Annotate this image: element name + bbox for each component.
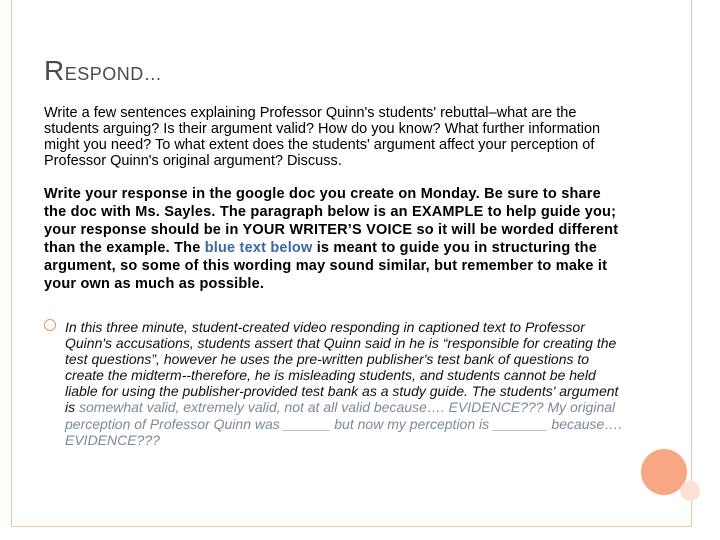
title-rest: ESPOND <box>64 64 144 84</box>
title-ellipsis: … <box>143 64 163 84</box>
title-first-letter: R <box>44 55 65 86</box>
blue-text-reference: blue text below <box>204 240 313 256</box>
example-guide-text: somewhat valid, extremely valid, not at all valid because…. EVIDENCE??? My original perception of Professor Quinn was ______ but now my perception is _______ because…. EVIDENCE??? <box>65 399 623 448</box>
instructions-paragraph: Write a few sentences explaining Professor Quinn's students' rebuttal–what are the students arguing? Is their argument valid? How do you know? What further information might you need? To what extent does the students' argument affect your perception of Professor Quinn's original argument? Discuss. <box>44 105 601 169</box>
slide-title <box>44 55 162 87</box>
bullet-circle-icon <box>44 319 56 331</box>
example-text: In this three minute, student-created video responding in captioned text to Professor Quinn's accusations, students assert that Quinn said in he is “responsible for creating the test questions”, however he uses the pre-written publisher's test bank of questions to create the midterm--therefore, he is misleading students, and students cannot be held liable for using the publisher-provided test bank as a study guide. The students' argument is <box>65 319 619 416</box>
response-instructions-part1: Write your response in the google doc you create on Monday. Be sure to share the doc with Ms. Sayles. The paragraph below is an EXAMPLE to help guide you; your response should be in YOUR WRITER’S VOICE so it will be worded different than the example. The <box>44 186 619 256</box>
response-instructions <box>44 185 624 293</box>
response-instructions-part2: is meant to guide you in structuring the argument, so some of this wording may sound similar, but remember to make it your own as much as possible. <box>44 240 608 292</box>
decorative-circle-small <box>680 481 700 501</box>
example-paragraph <box>65 319 625 448</box>
